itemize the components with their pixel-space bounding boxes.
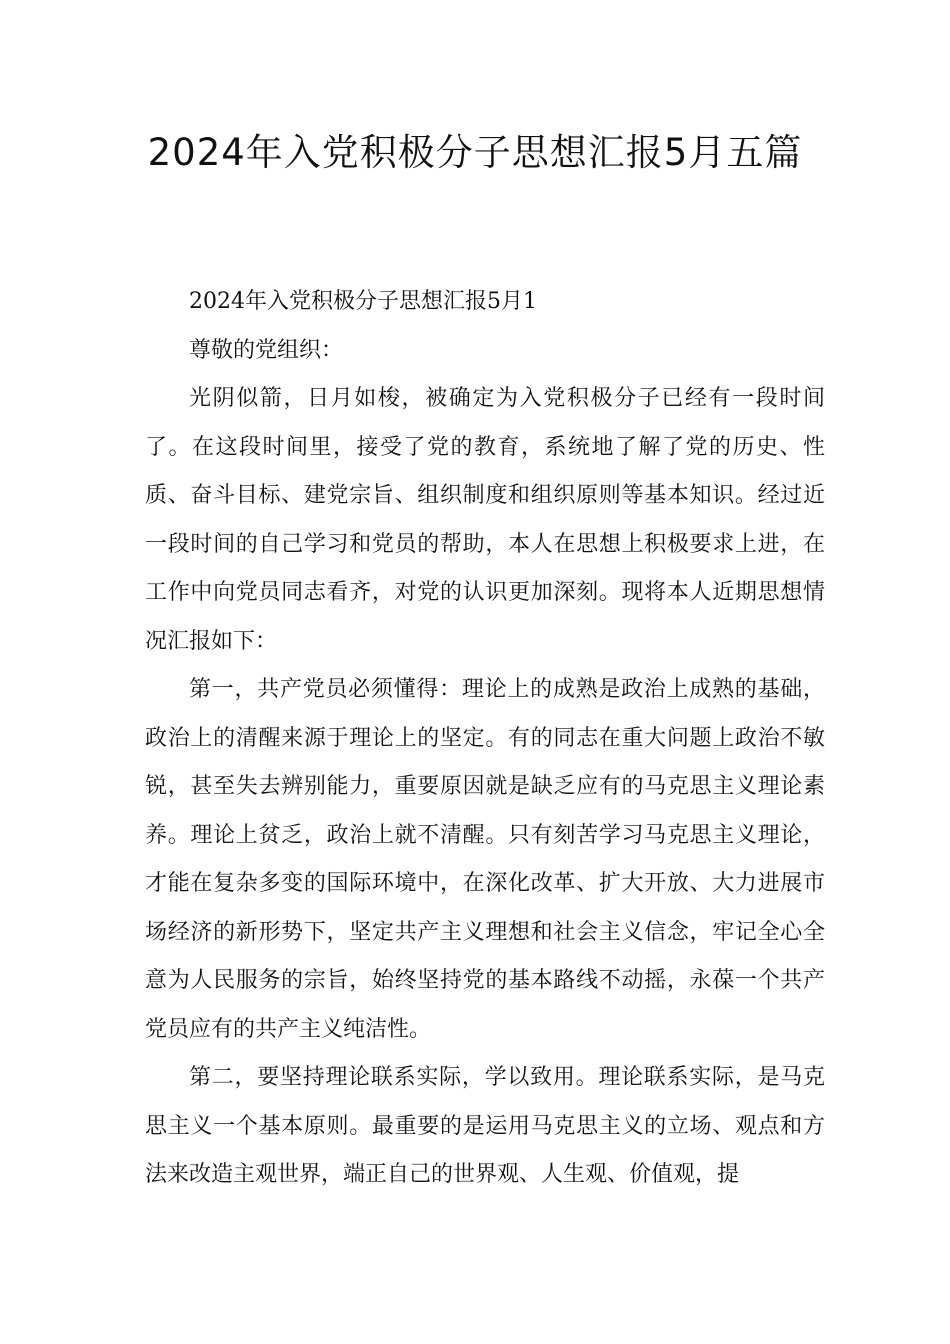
paragraph-intro: 光阴似箭，日月如梭，被确定为入党积极分子已经有一段时间了。在这段时间里，接受了党的教育，系统地了解了党的历史、性质、奋斗目标、建党宗旨、组织制度和组织原则等基本知识。经过近一段时间的自己学习和党员的帮助，本人在思想上积极要求上进，在工作中向党员同志看齐，对党的认识更加深刻。现将本人近期思想情况汇报如下： (145, 386, 825, 654)
paragraph-point-two: 第二，要坚持理论联系实际，学以致用。理论联系实际，是马克思主义一个基本原则。最重要的是运用马克思主义的立场、观点和方法来改造主观世界，端正自己的世界观、人生观、价值观，提 (145, 1065, 825, 1187)
paragraph-salutation: 尊敬的党组织： (189, 337, 344, 363)
paragraph-point-one: 第一，共产党员必须懂得：理论上的成熟是政治上成熟的基础，政治上的清醒来源于理论上的坚定。有的同志在重大问题上政治不敏锐，甚至失去辨别能力，重要原因就是缺乏应有的马克思主义理论素养。理论上贫乏，政治上就不清醒。只有刻苦学习马克思主义理论，才能在复杂多变的国际环境中，在深化改革、扩大开放、大力进展市场经济的新形势下，坚定共产主义理想和社会主义信念，牢记全心全意为人民服务的宗旨，始终坚持党的基本路线不动摇，永葆一个共产党员应有的共产主义纯洁性。 (145, 677, 825, 1042)
paragraph-heading: 2024年入党积极分子思想汇报5月1 (189, 289, 537, 314)
document-body (145, 278, 825, 1200)
document-title: 2024年入党积极分子思想汇报5月五篇 (147, 131, 803, 174)
